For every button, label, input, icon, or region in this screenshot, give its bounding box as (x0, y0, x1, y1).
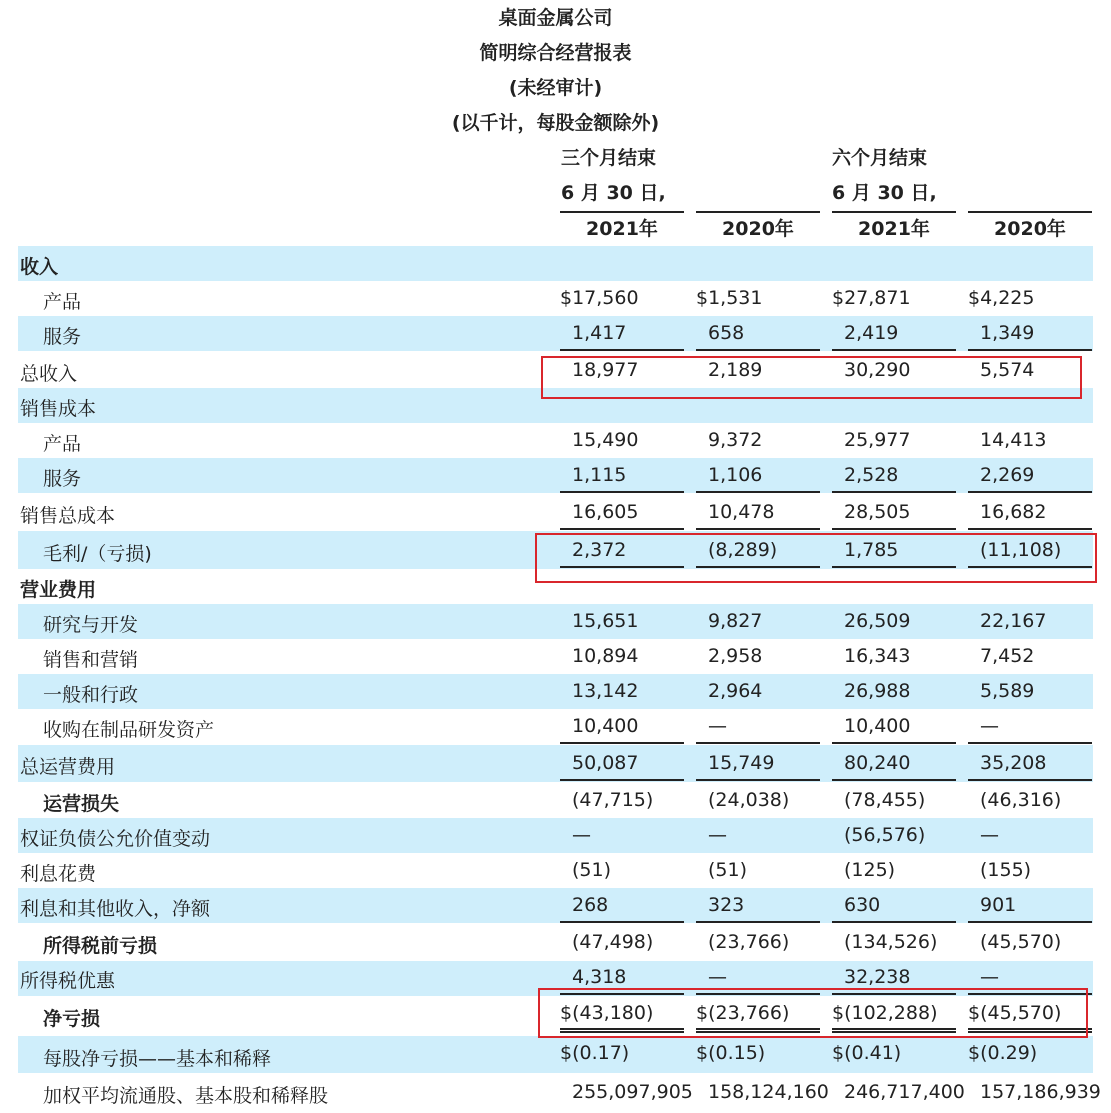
value-cell: 32,238 (844, 966, 911, 988)
underline (560, 779, 684, 781)
row-label: 研究与开发 (43, 614, 139, 636)
underline (696, 491, 820, 493)
value-cell: 22,167 (980, 610, 1047, 632)
value-cell: (51) (708, 859, 748, 881)
value-cell: 2,269 (980, 464, 1035, 486)
value-cell: (125) (844, 859, 896, 881)
underline (560, 491, 684, 493)
value-cell: $(43,180) (560, 1002, 654, 1024)
value-cell: (155) (980, 859, 1032, 881)
value-cell: $(0.17) (560, 1042, 630, 1064)
value-cell: 26,509 (844, 610, 911, 632)
row-label: 利息和其他收入，净额 (20, 898, 211, 920)
value-cell: — (980, 715, 999, 737)
row-label: 服务 (43, 326, 82, 348)
value-cell: 1,115 (572, 464, 627, 486)
value-cell: $27,871 (832, 287, 911, 309)
table-row (18, 316, 1093, 351)
underline (696, 921, 820, 923)
table-row (18, 924, 1093, 961)
underline (560, 528, 684, 530)
value-cell: 1,106 (708, 464, 763, 486)
value-cell: 158,124,160 (708, 1081, 829, 1103)
value-cell: $(0.15) (696, 1042, 766, 1064)
underline (560, 349, 684, 351)
value-cell: (78,455) (844, 789, 926, 811)
row-label: 销售总成本 (20, 505, 116, 527)
value-cell: (23,766) (708, 931, 790, 953)
value-cell: 5,589 (980, 680, 1035, 702)
row-label: 产品 (43, 291, 82, 313)
table-row (18, 888, 1093, 923)
row-label: 所得税前亏损 (43, 935, 158, 957)
value-cell: 901 (980, 894, 1017, 916)
value-cell: 10,400 (844, 715, 911, 737)
table-row (18, 709, 1093, 744)
value-cell: 13,142 (572, 680, 639, 702)
value-cell: 658 (708, 322, 745, 344)
row-label: 运营损失 (43, 793, 120, 815)
value-cell: 5,574 (980, 359, 1035, 381)
value-cell: 157,186,939 (980, 1081, 1101, 1103)
table-row (18, 639, 1093, 674)
year-header-6m-2020: 2020年 (968, 211, 1092, 248)
six-months-header: 六个月结束 (832, 147, 928, 169)
table-row (18, 818, 1093, 853)
company-name: 桌面金属公司 (498, 7, 613, 29)
value-cell: $(23,766) (696, 1002, 790, 1024)
value-cell: (8,289) (708, 539, 778, 561)
row-label: 总运营费用 (20, 756, 116, 778)
value-cell: 30,290 (844, 359, 911, 381)
underline (696, 779, 820, 781)
value-cell: 7,452 (980, 645, 1035, 667)
value-cell: 1,349 (980, 322, 1035, 344)
value-cell: 15,749 (708, 752, 775, 774)
underline (968, 921, 1092, 923)
row-label: 销售和营销 (43, 649, 139, 671)
value-cell: $(45,570) (968, 1002, 1062, 1024)
table-row (18, 674, 1093, 709)
table-row (18, 423, 1093, 458)
value-cell: $(0.29) (968, 1042, 1038, 1064)
value-cell: 1,417 (572, 322, 627, 344)
value-cell: 80,240 (844, 752, 911, 774)
value-cell: 28,505 (844, 501, 911, 523)
row-label: 产品 (43, 433, 82, 455)
row-label: 毛利/（亏损) (43, 543, 152, 565)
underline (832, 921, 956, 923)
value-cell: 10,478 (708, 501, 775, 523)
value-cell: $(102,288) (832, 1002, 938, 1024)
value-cell: 18,977 (572, 359, 639, 381)
underline (696, 528, 820, 530)
underline (832, 742, 956, 744)
underline (560, 921, 684, 923)
highlight-box-net-loss (538, 988, 1088, 1038)
value-cell: — (980, 824, 999, 846)
value-cell: (47,498) (572, 931, 654, 953)
underline (968, 349, 1092, 351)
report-subtitle-units: (以千计，每股金额除外) (451, 112, 660, 134)
underline (832, 779, 956, 781)
value-cell: 1,785 (844, 539, 899, 561)
value-cell: (45,570) (980, 931, 1062, 953)
value-cell: 25,977 (844, 429, 911, 451)
value-cell: 14,413 (980, 429, 1047, 451)
table-row (18, 782, 1093, 818)
table-row (18, 246, 1093, 281)
row-label: 一般和行政 (43, 684, 139, 706)
underline (968, 742, 1092, 744)
table-row (18, 458, 1093, 493)
value-cell: (11,108) (980, 539, 1062, 561)
row-label: 销售成本 (20, 398, 97, 420)
value-cell: 4,318 (572, 966, 627, 988)
highlight-box-total-revenue (541, 356, 1082, 399)
row-label: 收入 (20, 256, 59, 278)
value-cell: (46,316) (980, 789, 1062, 811)
value-cell: — (708, 824, 727, 846)
value-cell: $(0.41) (832, 1042, 902, 1064)
value-cell: 255,097,905 (572, 1081, 693, 1103)
row-label: 加权平均流通股、基本股和稀释股 (43, 1085, 329, 1107)
six-months-date: 6 月 30 日, (832, 182, 937, 204)
three-months-date: 6 月 30 日, (561, 182, 666, 204)
value-cell: 16,343 (844, 645, 911, 667)
underline (968, 779, 1092, 781)
value-cell: — (980, 966, 999, 988)
value-cell: 15,651 (572, 610, 639, 632)
value-cell: — (708, 966, 727, 988)
table-row (18, 604, 1093, 639)
three-months-header: 三个月结束 (561, 147, 657, 169)
value-cell: 35,208 (980, 752, 1047, 774)
table-row (18, 745, 1093, 782)
value-cell: (51) (572, 859, 612, 881)
value-cell: 246,717,400 (844, 1081, 965, 1103)
value-cell: — (572, 824, 591, 846)
table-row (18, 281, 1093, 316)
underline (696, 349, 820, 351)
row-label: 收购在制品研发资产 (43, 719, 215, 741)
value-cell: 50,087 (572, 752, 639, 774)
value-cell: (47,715) (572, 789, 654, 811)
row-label: 总收入 (20, 363, 78, 385)
value-cell: (56,576) (844, 824, 926, 846)
value-cell: 9,372 (708, 429, 763, 451)
year-header-6m-2021: 2021年 (832, 211, 956, 248)
value-cell: 10,400 (572, 715, 639, 737)
row-label: 所得税优惠 (20, 970, 116, 992)
value-cell: 630 (844, 894, 881, 916)
value-cell: 2,528 (844, 464, 899, 486)
value-cell: 2,964 (708, 680, 763, 702)
table-row (18, 1075, 1101, 1111)
row-label: 每股净亏损——基本和稀释 (43, 1048, 272, 1070)
value-cell: 2,419 (844, 322, 899, 344)
value-cell: 2,958 (708, 645, 763, 667)
value-cell: 26,988 (844, 680, 911, 702)
table-row (18, 1036, 1093, 1073)
underline (968, 528, 1092, 530)
year-header-3m-2021: 2021年 (560, 211, 684, 248)
value-cell: 16,605 (572, 501, 639, 523)
underline (560, 742, 684, 744)
row-label: 营业费用 (20, 579, 97, 601)
year-header-3m-2020: 2020年 (696, 211, 820, 248)
value-cell: 9,827 (708, 610, 763, 632)
underline (696, 742, 820, 744)
row-label: 净亏损 (43, 1008, 101, 1030)
underline (832, 491, 956, 493)
value-cell: 268 (572, 894, 609, 916)
row-label: 权证负债公允价值变动 (20, 828, 211, 850)
value-cell: (134,526) (844, 931, 938, 953)
row-label: 利息花费 (20, 863, 97, 885)
value-cell: 16,682 (980, 501, 1047, 523)
value-cell: — (708, 715, 727, 737)
report-subtitle-unaudited: (未经审计) (508, 77, 603, 99)
value-cell: 2,189 (708, 359, 763, 381)
value-cell: $1,531 (696, 287, 763, 309)
report-title: 简明综合经营报表 (479, 42, 632, 64)
table-row (18, 494, 1093, 531)
value-cell: $17,560 (560, 287, 639, 309)
table-row (18, 853, 1093, 888)
underline (968, 491, 1092, 493)
value-cell: (24,038) (708, 789, 790, 811)
value-cell: 323 (708, 894, 745, 916)
underline (832, 528, 956, 530)
highlight-box-gross-profit (535, 533, 1097, 583)
row-label: 服务 (43, 468, 82, 490)
value-cell: 15,490 (572, 429, 639, 451)
underline (832, 349, 956, 351)
value-cell: 2,372 (572, 539, 627, 561)
value-cell: $4,225 (968, 287, 1035, 309)
value-cell: 10,894 (572, 645, 639, 667)
